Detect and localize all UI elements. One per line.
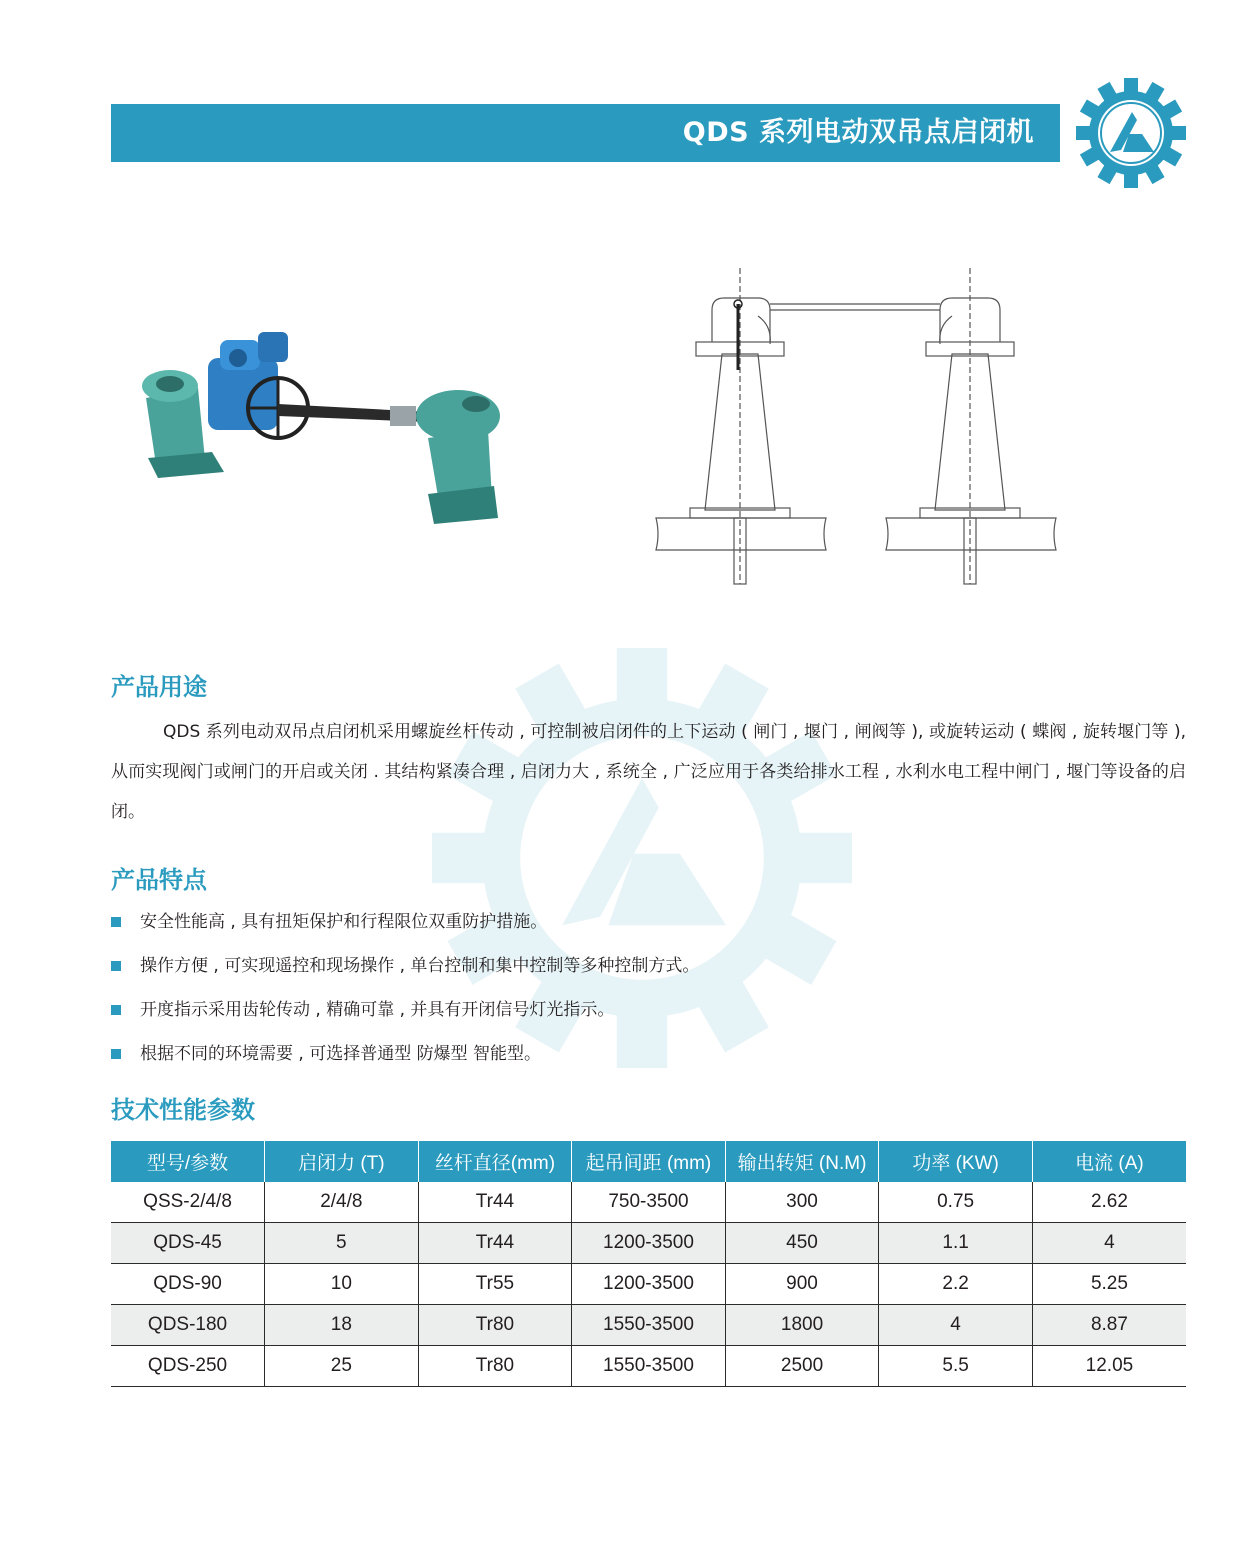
table-cell: 18: [265, 1305, 419, 1346]
table-cell: 10: [265, 1264, 419, 1305]
table-cell: 1200-3500: [572, 1264, 726, 1305]
bullet-square-icon: [111, 917, 121, 927]
table-row: [111, 1223, 1186, 1264]
table-cell: QSS-2/4/8: [111, 1182, 265, 1223]
table-cell: QDS-180: [111, 1305, 265, 1346]
table-cell: 4: [879, 1305, 1033, 1346]
page-title: QDS 系列电动双吊点启闭机: [682, 117, 1034, 148]
table-cell: Tr44: [418, 1182, 572, 1223]
table-cell: 1200-3500: [572, 1223, 726, 1264]
table-header-row: [111, 1141, 1186, 1182]
table-cell: 5: [265, 1223, 419, 1264]
dual-lift-hoist-photo: [128, 318, 528, 528]
feature-item: [111, 1034, 699, 1078]
spec-table: [111, 1141, 1186, 1387]
column-header: 输出转矩 (N.M): [725, 1141, 879, 1182]
header-bar: [111, 104, 1060, 162]
table-cell: 8.87: [1032, 1305, 1186, 1346]
table-cell: 2.2: [879, 1264, 1033, 1305]
table-cell: 5.25: [1032, 1264, 1186, 1305]
table-cell: QDS-45: [111, 1223, 265, 1264]
table-cell: 1550-3500: [572, 1346, 726, 1387]
feature-text: 安全性能高 , 具有扭矩保护和行程限位双重防护措施。: [140, 912, 548, 932]
column-header: 电流 (A): [1032, 1141, 1186, 1182]
table-cell: 0.75: [879, 1182, 1033, 1223]
features-list: [111, 902, 699, 1078]
table-cell: Tr55: [418, 1264, 572, 1305]
column-header: 起吊间距 (mm): [572, 1141, 726, 1182]
bullet-square-icon: [111, 1005, 121, 1015]
column-header: 启闭力 (T): [265, 1141, 419, 1182]
feature-text: 操作方便 , 可实现遥控和现场操作 , 单台控制和集中控制等多种控制方式。: [140, 956, 700, 976]
features-heading: 产品特点: [111, 866, 207, 894]
table-cell: 12.05: [1032, 1346, 1186, 1387]
bullet-square-icon: [111, 1049, 121, 1059]
table-cell: 25: [265, 1346, 419, 1387]
table-cell: Tr80: [418, 1305, 572, 1346]
column-header: 型号/参数: [111, 1141, 265, 1182]
table-cell: 900: [725, 1264, 879, 1305]
feature-text: 开度指示采用齿轮传动 , 精确可靠 , 并具有开闭信号灯光指示。: [140, 1000, 615, 1020]
table-cell: QDS-250: [111, 1346, 265, 1387]
table-cell: 1.1: [879, 1223, 1033, 1264]
table-row: [111, 1264, 1186, 1305]
gear-logo-icon: [1076, 78, 1186, 188]
dual-lift-hoist-drawing: [650, 264, 1060, 594]
feature-item: [111, 990, 699, 1034]
usage-heading: 产品用途: [111, 673, 207, 701]
table-cell: QDS-90: [111, 1264, 265, 1305]
table-cell: 2/4/8: [265, 1182, 419, 1223]
usage-paragraph: QDS 系列电动双吊点启闭机采用螺旋丝杆传动 , 可控制被启闭件的上下运动 ( 闸门 , 堰门 , 闸阀等 ), 或旋转运动 ( 蝶阀 , 旋转堰门等 ), 从而实现阀门或闸门的开启或关闭 . 其结构紧凑合理 , 启闭力大 , 系统全 , 广泛应用于各类给排水工程 , 水利水电工程中闸门 , 堰门等设备的启闭。: [111, 722, 1186, 822]
table-cell: 5.5: [879, 1346, 1033, 1387]
table-cell: 1800: [725, 1305, 879, 1346]
table-row: [111, 1182, 1186, 1223]
feature-item: [111, 902, 699, 946]
table-cell: 2.62: [1032, 1182, 1186, 1223]
column-header: 功率 (KW): [879, 1141, 1033, 1182]
feature-text: 根据不同的环境需要 , 可选择普通型 防爆型 智能型。: [140, 1044, 542, 1064]
table-row: [111, 1305, 1186, 1346]
table-cell: Tr80: [418, 1346, 572, 1387]
table-cell: 4: [1032, 1223, 1186, 1264]
column-header: 丝杆直径(mm): [418, 1141, 572, 1182]
table-cell: Tr44: [418, 1223, 572, 1264]
table-cell: 450: [725, 1223, 879, 1264]
specs-heading: 技术性能参数: [111, 1096, 255, 1124]
table-cell: 300: [725, 1182, 879, 1223]
table-cell: 1550-3500: [572, 1305, 726, 1346]
bullet-square-icon: [111, 961, 121, 971]
table-cell: 2500: [725, 1346, 879, 1387]
table-row: [111, 1346, 1186, 1387]
table-cell: 750-3500: [572, 1182, 726, 1223]
feature-item: [111, 946, 699, 990]
